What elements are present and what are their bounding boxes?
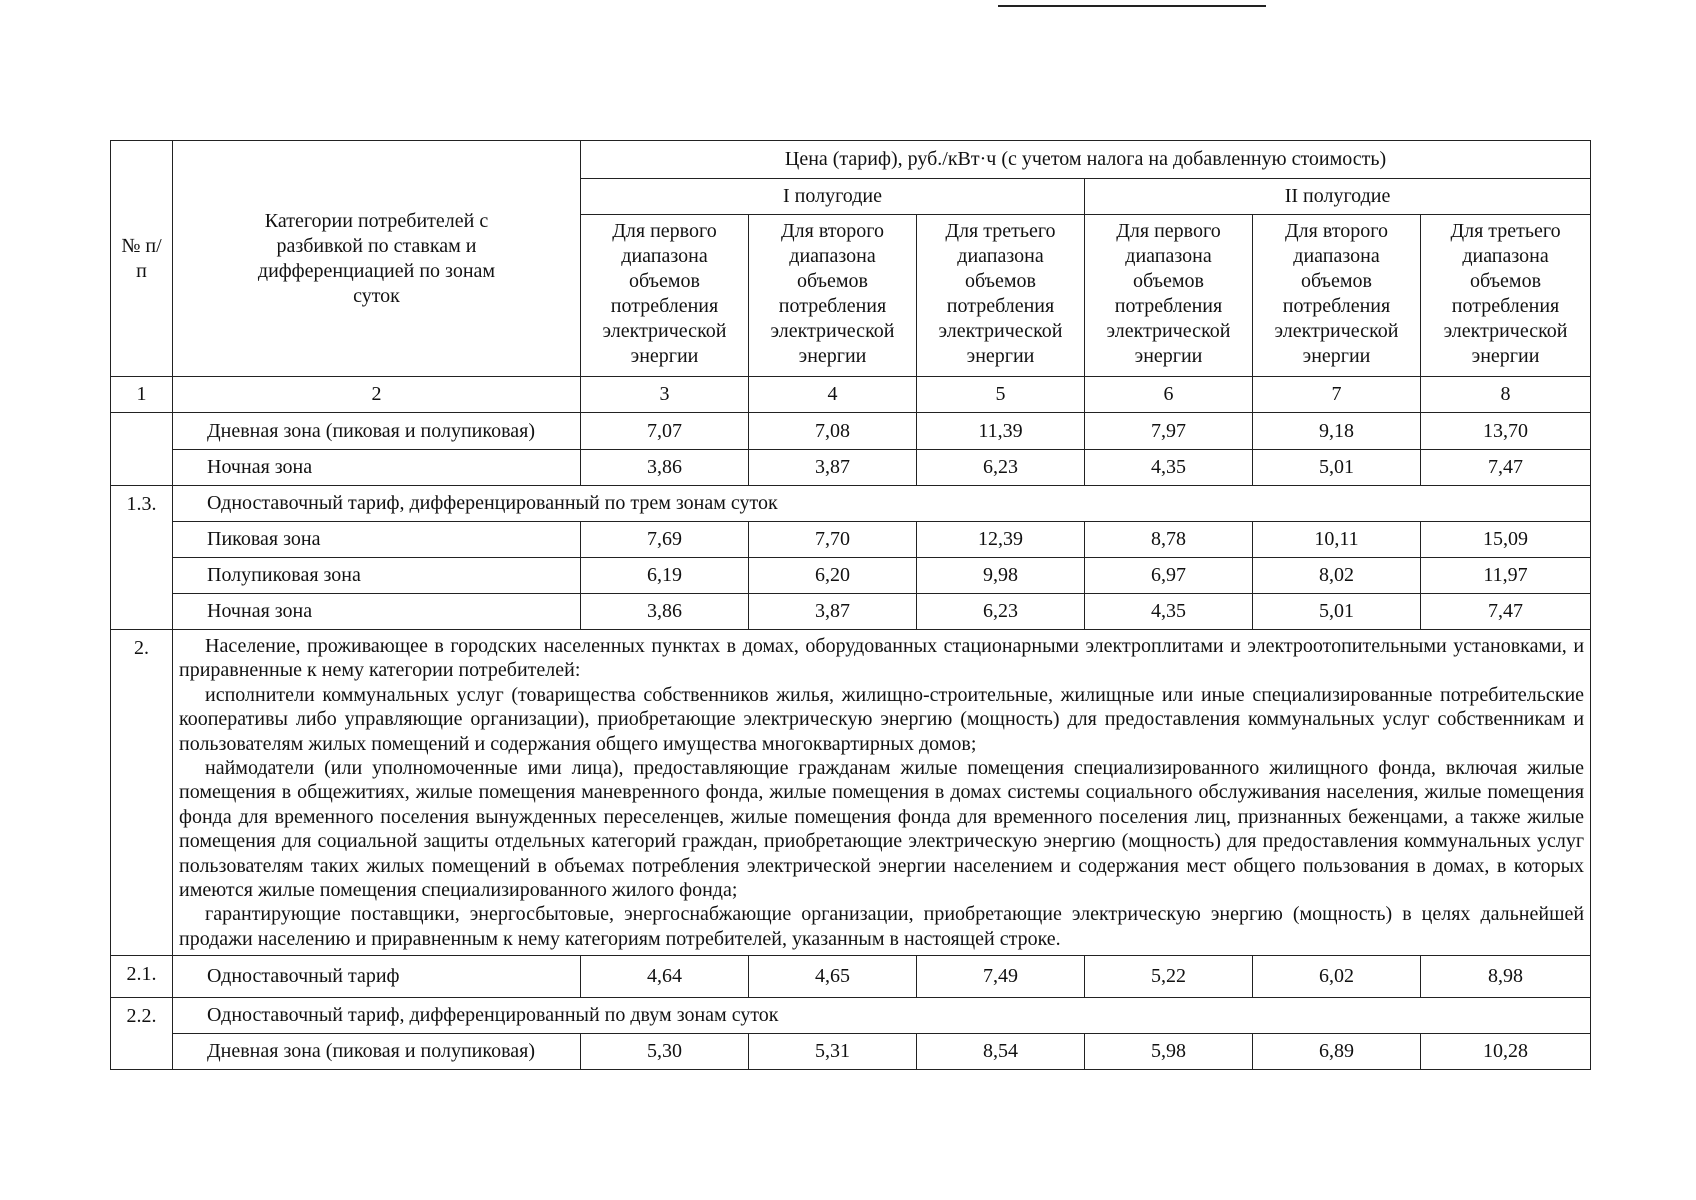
header-no: № п/п xyxy=(111,141,173,377)
row-label: Дневная зона (пиковая и полупиковая) xyxy=(173,1034,581,1070)
value-cell: 6,02 xyxy=(1253,956,1421,998)
header-half-1: I полугодие xyxy=(581,179,1085,215)
value-cell: 7,70 xyxy=(749,522,917,558)
row-index-empty xyxy=(111,413,173,486)
value-cell: 5,98 xyxy=(1085,1034,1253,1070)
row-label: Дневная зона (пиковая и полупиковая) xyxy=(173,413,581,450)
section-2-description xyxy=(173,630,1591,956)
header-range-1-h1: Для первого диапазона объемов потребления электрической энергии xyxy=(581,215,749,377)
value-cell: 4,65 xyxy=(749,956,917,998)
value-cell: 5,01 xyxy=(1253,450,1421,486)
paragraph: Население, проживающее в городских населенных пунктах в домах, оборудованных стационарными электроплитами и электроотопительными установками, и приравненные к нему категории потребителей: xyxy=(179,635,1585,682)
value-cell: 6,23 xyxy=(917,450,1085,486)
row-label: Ночная зона xyxy=(173,450,581,486)
value-cell: 7,69 xyxy=(581,522,749,558)
value-cell: 13,70 xyxy=(1421,413,1591,450)
header-range-2-h2: Для второго диапазона объемов потребления электрической энергии xyxy=(1253,215,1421,377)
column-number: 5 xyxy=(917,377,1085,413)
row-index: 1.3. xyxy=(111,486,173,630)
section-label: Одноставочный тариф, дифференцированный по двум зонам суток xyxy=(173,998,1591,1034)
value-cell: 5,22 xyxy=(1085,956,1253,998)
value-cell: 15,09 xyxy=(1421,522,1591,558)
section-label: Одноставочный тариф, дифференцированный по трем зонам суток xyxy=(173,486,1591,522)
column-number: 7 xyxy=(1253,377,1421,413)
value-cell: 10,28 xyxy=(1421,1034,1591,1070)
value-cell: 8,78 xyxy=(1085,522,1253,558)
column-number: 8 xyxy=(1421,377,1591,413)
value-cell: 12,39 xyxy=(917,522,1085,558)
value-cell: 3,86 xyxy=(581,594,749,630)
row-label: Одноставочный тариф xyxy=(173,956,581,998)
header-half-2: II полугодие xyxy=(1085,179,1591,215)
header-range-3-h2: Для третьего диапазона объемов потребления электрической энергии xyxy=(1421,215,1591,377)
value-cell: 5,01 xyxy=(1253,594,1421,630)
column-number: 3 xyxy=(581,377,749,413)
value-cell: 10,11 xyxy=(1253,522,1421,558)
value-cell: 4,35 xyxy=(1085,450,1253,486)
header-range-3-h1: Для третьего диапазона объемов потребления электрической энергии xyxy=(917,215,1085,377)
value-cell: 6,20 xyxy=(749,558,917,594)
value-cell: 7,08 xyxy=(749,413,917,450)
top-rule xyxy=(998,5,1266,7)
value-cell: 11,39 xyxy=(917,413,1085,450)
value-cell: 5,30 xyxy=(581,1034,749,1070)
value-cell: 3,86 xyxy=(581,450,749,486)
tariff-table xyxy=(110,140,1591,1070)
paragraph: наймодатели (или уполномоченные ими лица), предоставляющие гражданам жилые помещения специализированного жилищного фонда, включая жилые помещения в общежитиях, жилые помещения маневренного фонда, жилые помещения в домах системы социального обслуживания населения, жилые помещения фонда для временного поселения вынужденных переселенцев, жилые помещения фонда для временного поселения лиц, признанных беженцами, а также жилые помещения для социальной защиты отдельных категорий граждан, приобретающие электрическую энергию (мощность) для предоставления коммунальных услуг пользователям таких жилых помещений в объемах потребления электрической энергии населением и содержания мест общего пользования в домах, в которых имеются жилые помещения специализированного жилого фонда; xyxy=(179,757,1585,902)
value-cell: 6,89 xyxy=(1253,1034,1421,1070)
row-label: Пиковая зона xyxy=(173,522,581,558)
value-cell: 7,47 xyxy=(1421,594,1591,630)
row-index: 2.2. xyxy=(111,998,173,1070)
value-cell: 7,97 xyxy=(1085,413,1253,450)
value-cell: 7,07 xyxy=(581,413,749,450)
row-label: Полупиковая зона xyxy=(173,558,581,594)
paragraph: исполнители коммунальных услуг (товарищества собственников жилья, жилищно-строительные, жилищные или иные специализированные потребительские кооперативы либо управляющие организации), приобретающие электрическую энергию (мощность) для предоставления коммунальных услуг собственникам и пользователям жилых помещений и содержания общего имущества многоквартирных домов; xyxy=(179,683,1585,755)
row-index: 2.1. xyxy=(111,956,173,998)
value-cell: 3,87 xyxy=(749,450,917,486)
column-number: 4 xyxy=(749,377,917,413)
value-cell: 6,23 xyxy=(917,594,1085,630)
column-number: 1 xyxy=(111,377,173,413)
row-index: 2. xyxy=(111,630,173,956)
value-cell: 8,02 xyxy=(1253,558,1421,594)
row-label: Ночная зона xyxy=(173,594,581,630)
column-number: 6 xyxy=(1085,377,1253,413)
value-cell: 7,49 xyxy=(917,956,1085,998)
value-cell: 9,18 xyxy=(1253,413,1421,450)
header-range-1-h2: Для первого диапазона объемов потребления электрической энергии xyxy=(1085,215,1253,377)
value-cell: 9,98 xyxy=(917,558,1085,594)
header-category: Категории потребителей с разбивкой по ставкам и дифференциацией по зонам суток xyxy=(173,141,581,377)
value-cell: 8,98 xyxy=(1421,956,1591,998)
value-cell: 11,97 xyxy=(1421,558,1591,594)
value-cell: 3,87 xyxy=(749,594,917,630)
header-range-2-h1: Для второго диапазона объемов потребления электрической энергии xyxy=(749,215,917,377)
value-cell: 6,19 xyxy=(581,558,749,594)
value-cell: 4,64 xyxy=(581,956,749,998)
header-price-title: Цена (тариф), руб./кВт·ч (с учетом налога на добавленную стоимость) xyxy=(581,141,1591,179)
paragraph: гарантирующие поставщики, энергосбытовые, энергоснабжающие организации, приобретающие электрическую энергию (мощность) в целях дальнейшей продажи населению и приравненным к нему категориям потребителей, указанным в настоящей строке. xyxy=(179,903,1585,950)
value-cell: 6,97 xyxy=(1085,558,1253,594)
value-cell: 4,35 xyxy=(1085,594,1253,630)
value-cell: 7,47 xyxy=(1421,450,1591,486)
value-cell: 8,54 xyxy=(917,1034,1085,1070)
value-cell: 5,31 xyxy=(749,1034,917,1070)
column-number: 2 xyxy=(173,377,581,413)
